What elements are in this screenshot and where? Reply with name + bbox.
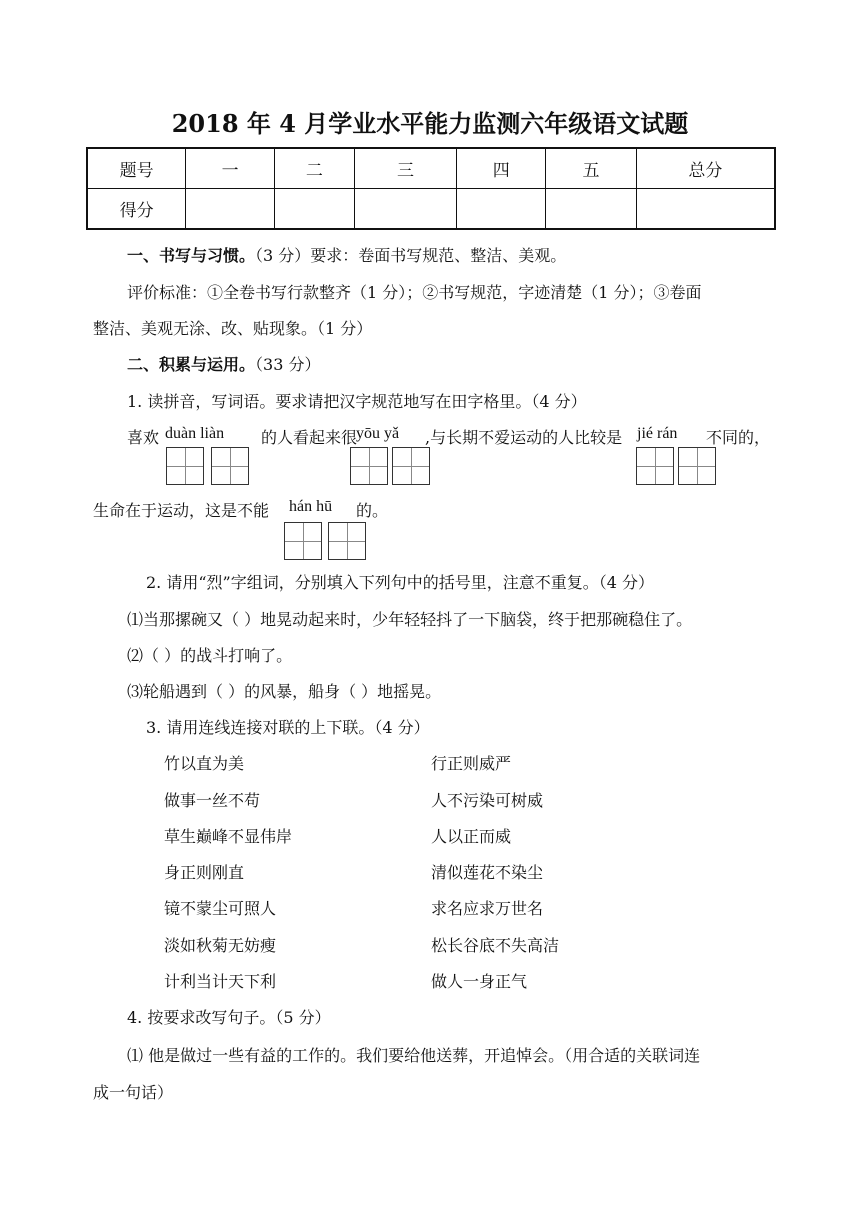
section1-heading: 一、书写与习惯。	[127, 246, 256, 265]
q2-sentence-2: ⑵（ ）的战斗打响了。	[127, 646, 293, 665]
q1-text-b: 的人看起来很	[261, 428, 358, 447]
score-header-cell: 总分	[636, 148, 775, 189]
couplet-left[interactable]: 身正则刚直	[164, 863, 245, 882]
q1-pinyin-4: hán hū	[289, 498, 333, 515]
q4-sentence-1-line1: ⑴ 他是做过一些有益的工作的。我们要给他送葬，开追悼会。（用合适的关联词连	[127, 1046, 701, 1065]
q2-sentence-1: ⑴当那摞碗又（ ）地晃动起来时，少年轻轻抖了一下脑袋，终于把那碗稳住了。	[127, 610, 693, 629]
q1-line2-b: 的。	[356, 501, 389, 520]
couplet-right[interactable]: 求名应求万世名	[431, 899, 544, 918]
couplet-left[interactable]: 镜不蒙尘可照人	[164, 899, 277, 918]
tianzige-box[interactable]	[678, 447, 716, 485]
couplet-left[interactable]: 做事一丝不苟	[164, 791, 261, 810]
score-header-cell: 四	[457, 148, 546, 189]
couplet-right[interactable]: 人以正而威	[431, 827, 512, 846]
score-input-cell[interactable]	[354, 189, 457, 230]
score-table-score-row	[87, 189, 775, 230]
score-row-label: 得分	[87, 189, 186, 230]
tianzige-box[interactable]	[350, 447, 388, 485]
section1-criteria-line2: 整洁、美观无涂、改、贴现象。（1 分）	[93, 319, 373, 338]
q1-prompt: 1. 读拼音，写词语。要求请把汉字规范地写在田字格里。（4 分）	[127, 392, 587, 411]
section1-text: （3 分）要求：卷面书写规范、整洁、美观。	[255, 246, 567, 265]
couplet-left[interactable]: 竹以直为美	[164, 754, 245, 773]
score-header-cell: 一	[186, 148, 275, 189]
section1-line	[127, 243, 566, 266]
q4-sentence-1-line2: 成一句话）	[93, 1083, 174, 1102]
score-input-cell[interactable]	[186, 189, 275, 230]
couplet-left[interactable]: 草生巅峰不显伟岸	[164, 827, 293, 846]
score-header-cell: 三	[354, 148, 457, 189]
score-header-cell: 题号	[87, 148, 186, 189]
score-header-cell: 二	[274, 148, 354, 189]
section1-criteria-line1: 评价标准：①全卷书写行款整齐（1 分）；②书写规范，字迹清楚（1 分）；③卷面	[127, 283, 702, 302]
page-title: 2018 年 4 月学业水平能力监测六年级语文试题	[171, 109, 689, 138]
tianzige-box[interactable]	[211, 447, 249, 485]
section2-heading: 二、积累与运用。	[127, 355, 256, 374]
score-input-cell[interactable]	[546, 189, 637, 230]
q1-pinyin-2: yōu yǎ	[356, 425, 400, 442]
score-input-cell[interactable]	[274, 189, 354, 230]
tianzige-box[interactable]	[166, 447, 204, 485]
q2-prompt: 2. 请用“烈”字组词，分别填入下列句中的括号里，注意不重复。（4 分）	[146, 573, 654, 592]
q3-prompt: 3. 请用连线连接对联的上下联。（4 分）	[146, 718, 430, 737]
couplet-right[interactable]: 做人一身正气	[431, 972, 528, 991]
q2-sentence-3: ⑶轮船遇到（ ）的风暴，船身（ ）地摇晃。	[127, 682, 442, 701]
q1-text-d: 不同的，	[706, 428, 771, 447]
couplet-right[interactable]: 行正则威严	[431, 754, 512, 773]
q4-prompt: 4. 按要求改写句子。（5 分）	[127, 1008, 331, 1027]
score-input-cell[interactable]	[457, 189, 546, 230]
tianzige-box[interactable]	[392, 447, 430, 485]
q1-pinyin-1: duàn liàn	[165, 425, 225, 442]
score-header-cell: 五	[546, 148, 637, 189]
couplet-left[interactable]: 淡如秋菊无妨瘦	[164, 936, 277, 955]
tianzige-box[interactable]	[284, 522, 322, 560]
q1-text-a: 喜欢	[127, 428, 160, 447]
score-table-header-row	[87, 148, 775, 189]
section2-points: （33 分）	[255, 355, 321, 374]
tianzige-box[interactable]	[636, 447, 674, 485]
score-table	[86, 147, 776, 230]
q1-line2-a: 生命在于运动，这是不能	[93, 501, 270, 520]
section2-line	[127, 352, 320, 375]
score-input-cell[interactable]	[636, 189, 775, 230]
q1-text-c: ,与长期不爱运动的人比较是	[425, 428, 623, 447]
tianzige-box[interactable]	[328, 522, 366, 560]
q1-pinyin-3: jié rán	[637, 425, 678, 442]
couplet-left[interactable]: 计利当计天下利	[164, 972, 277, 991]
couplet-right[interactable]: 松长谷底不失高洁	[431, 936, 560, 955]
couplet-right[interactable]: 清似莲花不染尘	[431, 863, 544, 882]
couplet-right[interactable]: 人不污染可树威	[431, 791, 544, 810]
